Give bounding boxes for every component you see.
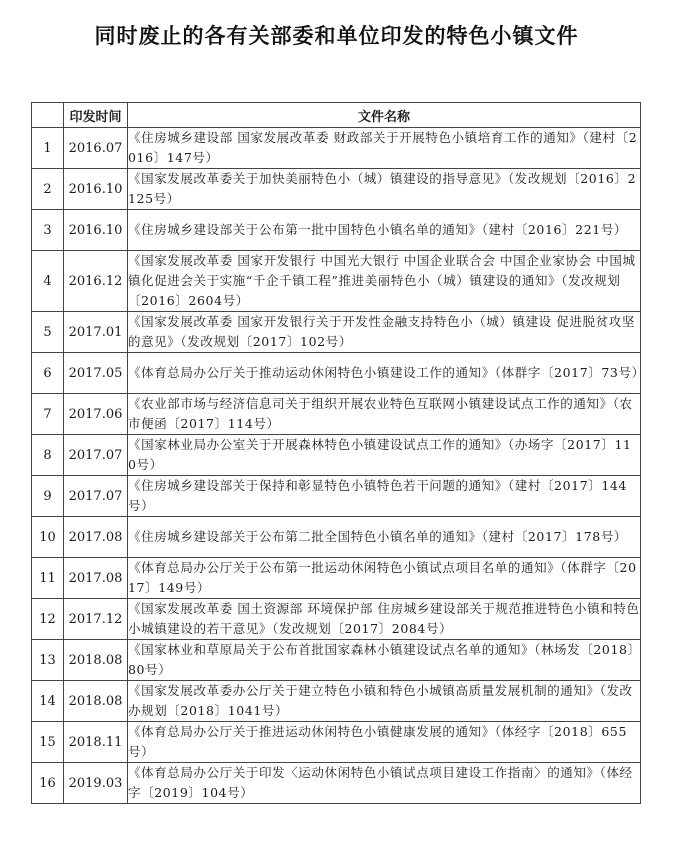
row-file-name: 《国家发展改革委 国家开发银行 中国光大银行 中国企业联合会 中国企业家协会 中国城镇化促进会关于实施“千企千镇工程”推进美丽特色小（城）镇建设的通知》（发改规划〔2016〕2604号） (128, 251, 641, 312)
table-row (32, 476, 641, 517)
row-date: 2018.08 (64, 681, 128, 722)
column-header-index (32, 103, 64, 128)
row-date: 2016.10 (64, 169, 128, 210)
row-file-name: 《国家发展改革委办公厅关于建立特色小镇和特色小城镇高质量发展机制的通知》（发改办规划〔2018〕1041号） (128, 681, 641, 722)
row-date: 2016.12 (64, 251, 128, 312)
row-file-name: 《国家林业局办公室关于开展森林特色小镇建设试点工作的通知》（办场字〔2017〕110号） (128, 435, 641, 476)
column-header-name: 文件名称 (128, 103, 641, 128)
table-row (32, 722, 641, 763)
document-table (31, 102, 645, 804)
column-header-date: 印发时间 (64, 103, 128, 128)
row-file-name: 《住房城乡建设部关于公布第一批中国特色小镇名单的通知》（建村〔2016〕221号） (128, 210, 641, 251)
row-index: 6 (32, 353, 64, 394)
row-index: 12 (32, 599, 64, 640)
row-date: 2017.12 (64, 599, 128, 640)
row-date: 2017.05 (64, 353, 128, 394)
table-row (32, 599, 641, 640)
row-file-name: 《体育总局办公厅关于公布第一批运动休闲特色小镇试点项目名单的通知》（体群字〔2017〕149号） (128, 558, 641, 599)
row-file-name: 《住房城乡建设部关于公布第二批全国特色小镇名单的通知》（建村〔2017〕178号） (128, 517, 641, 558)
table-row (32, 394, 641, 435)
table-row (32, 763, 641, 804)
row-date: 2017.08 (64, 558, 128, 599)
row-date: 2018.11 (64, 722, 128, 763)
row-date: 2016.10 (64, 210, 128, 251)
row-index: 15 (32, 722, 64, 763)
row-file-name: 《国家发展改革委关于加快美丽特色小（城）镇建设的指导意见》（发改规划〔2016〕2125号） (128, 169, 641, 210)
row-file-name: 《体育总局办公厅关于推进运动休闲特色小镇健康发展的通知》（体经字〔2018〕655号） (128, 722, 641, 763)
row-index: 7 (32, 394, 64, 435)
row-date: 2019.03 (64, 763, 128, 804)
row-date: 2017.01 (64, 312, 128, 353)
row-date: 2018.08 (64, 640, 128, 681)
row-date: 2017.08 (64, 517, 128, 558)
table-row (32, 558, 641, 599)
row-file-name: 《住房城乡建设部关于保持和彰显特色小镇特色若干问题的通知》（建村〔2017〕144号） (128, 476, 641, 517)
row-index: 4 (32, 251, 64, 312)
table-row (32, 517, 641, 558)
table-row (32, 353, 641, 394)
table-header-row (32, 103, 641, 128)
row-index: 14 (32, 681, 64, 722)
row-index: 13 (32, 640, 64, 681)
row-file-name: 《国家发展改革委 国土资源部 环境保护部 住房城乡建设部关于规范推进特色小镇和特色小城镇建设的若干意见》（发改规划〔2017〕2084号） (128, 599, 641, 640)
table-row (32, 128, 641, 169)
table-row (32, 312, 641, 353)
row-date: 2016.07 (64, 128, 128, 169)
row-index: 10 (32, 517, 64, 558)
table-row (32, 435, 641, 476)
row-file-name: 《体育总局办公厅关于推动运动休闲特色小镇建设工作的通知》（体群字〔2017〕73号） (128, 353, 641, 394)
row-file-name: 《体育总局办公厅关于印发〈运动休闲特色小镇试点项目建设工作指南〉的通知》（体经字〔2019〕104号） (128, 763, 641, 804)
row-index: 8 (32, 435, 64, 476)
table-row (32, 640, 641, 681)
row-date: 2017.06 (64, 394, 128, 435)
table-row (32, 251, 641, 312)
page-title: 同时废止的各有关部委和单位印发的特色小镇文件 (94, 24, 579, 48)
row-index: 11 (32, 558, 64, 599)
row-index: 9 (32, 476, 64, 517)
row-index: 3 (32, 210, 64, 251)
row-index: 1 (32, 128, 64, 169)
table-row (32, 169, 641, 210)
row-file-name: 《农业部市场与经济信息司关于组织开展农业特色互联网小镇建设试点工作的通知》（农市便函〔2017〕114号） (128, 394, 641, 435)
row-index: 16 (32, 763, 64, 804)
row-file-name: 《住房城乡建设部 国家发展改革委 财政部关于开展特色小镇培育工作的通知》（建村〔2016〕147号） (128, 128, 641, 169)
row-date: 2017.07 (64, 435, 128, 476)
table-row (32, 681, 641, 722)
row-index: 2 (32, 169, 64, 210)
row-index: 5 (32, 312, 64, 353)
row-file-name: 《国家发展改革委 国家开发银行关于开发性金融支持特色小（城）镇建设 促进脱贫攻坚的意见》（发改规划〔2017〕102号） (128, 312, 641, 353)
row-date: 2017.07 (64, 476, 128, 517)
table-row (32, 210, 641, 251)
row-file-name: 《国家林业和草原局关于公布首批国家森林小镇建设试点名单的通知》（林场发〔2018〕80号） (128, 640, 641, 681)
